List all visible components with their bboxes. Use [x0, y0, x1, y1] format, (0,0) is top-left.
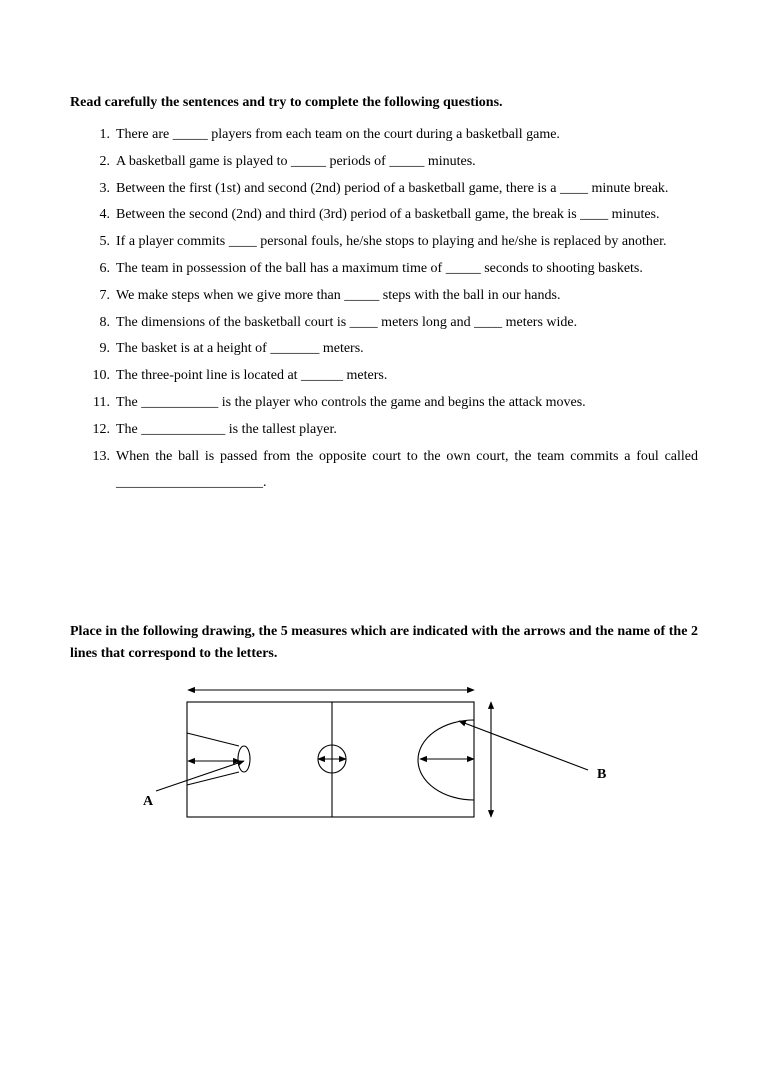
question-number: 3. — [99, 180, 110, 196]
question-text: The dimensions of the basketball court is ____ meters long and ____ meters wide. — [116, 314, 578, 330]
pointer-a-line — [156, 761, 244, 791]
question-number: 12. — [92, 421, 110, 437]
question-number: 7. — [99, 287, 110, 303]
question-text: Between the second (2nd) and third (3rd) period of a basketball game, the break is ____ minutes. — [116, 207, 660, 223]
question-text: The basket is at a height of _______ meters. — [116, 341, 364, 357]
question-number: 10. — [92, 368, 110, 384]
question-text: There are _____ players from each team on the court during a basketball game. — [116, 127, 560, 142]
question-text: The three-point line is located at ______ meters. — [116, 368, 388, 384]
question-text: A basketball game is played to _____ periods of _____ minutes. — [116, 153, 476, 169]
pointer-b-line — [459, 721, 588, 770]
instructions-heading: Read carefully the sentences and try to complete the following questions. — [70, 95, 503, 110]
free-throw-circle — [238, 746, 250, 772]
question-text: If a player commits ____ personal fouls, he/she stops to playing and he/she is replaced by another. — [116, 234, 667, 250]
question-text: The team in possession of the ball has a maximum time of _____ seconds to shooting baskets. — [116, 260, 643, 276]
question-number: 5. — [99, 234, 110, 250]
question-number: 11. — [93, 394, 110, 410]
question-text: We make steps when we give more than _____ steps with the ball in our hands. — [116, 287, 561, 303]
label-a: A — [143, 794, 154, 809]
question-number: 6. — [99, 260, 110, 276]
question-number: 4. — [99, 207, 110, 223]
drawing-instructions-heading: Place in the following drawing, the 5 measures which are indicated with the arrows and the name of the 2 lines that correspond to the letters. — [70, 624, 698, 661]
question-number: 1. — [99, 127, 110, 142]
question-text: The ____________ is the tallest player. — [116, 421, 337, 437]
question-number: 2. — [99, 153, 110, 169]
question-text: The ___________ is the player who controls the game and begins the attack moves. — [116, 394, 586, 410]
question-text: When the ball is passed from the opposite court to the own court, the team commits a foul called _____________________. — [116, 448, 698, 491]
three-point-line — [418, 720, 474, 800]
question-number: 8. — [99, 314, 110, 330]
label-b: B — [597, 767, 607, 782]
question-text: Between the first (1st) and second (2nd) period of a basketball game, there is a ____ minute break. — [116, 180, 669, 196]
question-number: 9. — [99, 341, 110, 357]
question-number: 13. — [92, 448, 110, 464]
